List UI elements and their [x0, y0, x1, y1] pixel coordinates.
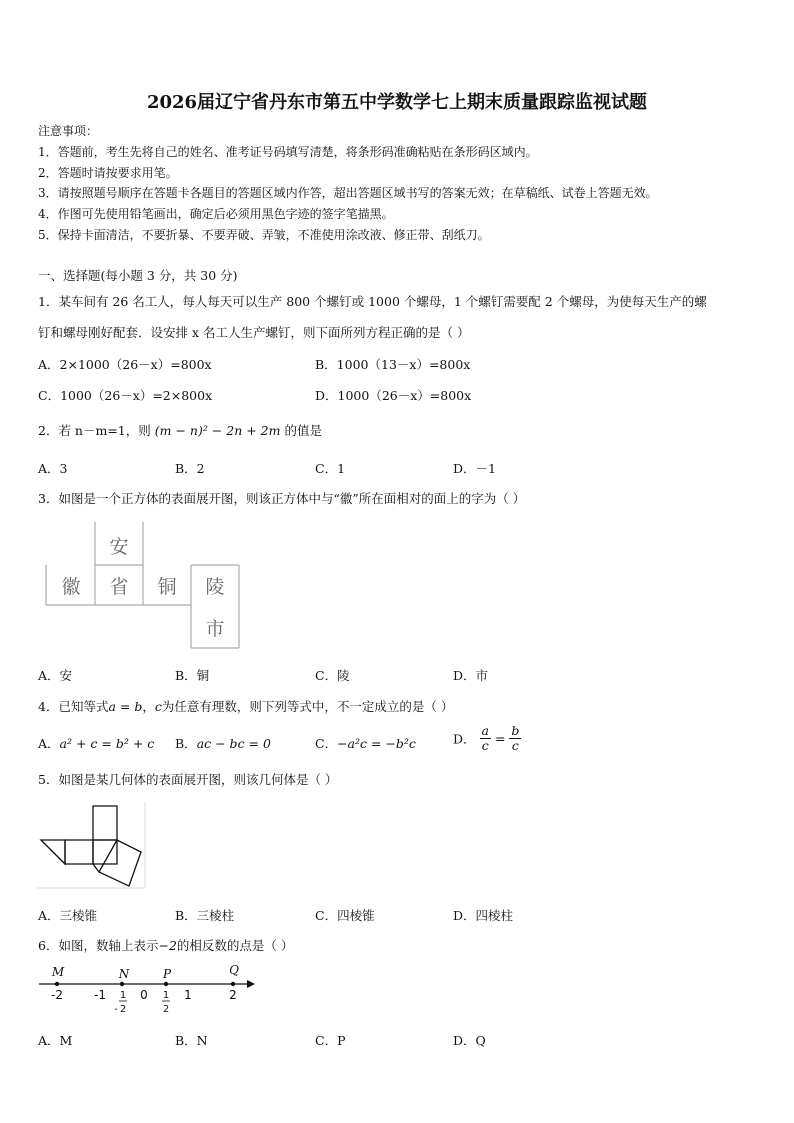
fraction-equals: = [494, 731, 506, 746]
q5-option-b: B．三棱柱 [175, 908, 235, 923]
question-4 [38, 697, 453, 715]
q5-option-a: A．三棱锥 [38, 908, 98, 923]
fraction-denominator: c [481, 738, 489, 753]
q4-post: 为任意有理数，则下列等式中，不一定成立的是（ ） [161, 699, 454, 714]
tick-label: -1 [94, 988, 106, 1002]
notice-item: 5．保持卡面清洁，不要折暴、不要弄破、弄皱，不准使用涂改液、修正带、刮纸刀。 [38, 228, 490, 242]
q4-equation: a = b [108, 699, 143, 714]
q4-fraction-b-over-c [509, 724, 521, 753]
notice-item: 3．请按照题号顺序在答题卡各题目的答题区域内作答，超出答题区域书写的答案无效；在草稿纸、试卷上答题无效。 [38, 186, 658, 200]
q1-option-d: D．1000（26－x）=800x [315, 388, 472, 403]
q1-option-a: A．2×1000（26－x）=800x [38, 357, 212, 372]
q6-option-d: D．Q [453, 1033, 486, 1048]
point-n-label: N [118, 967, 130, 981]
solid-net-figure [37, 800, 149, 892]
fraction-numerator: a [481, 723, 489, 738]
cube-net-figure [45, 520, 245, 650]
neg-sign: - [114, 1004, 118, 1015]
q2-option-d: D．－1 [453, 461, 496, 476]
number-line-figure [35, 960, 260, 1020]
notice-heading: 注意事项： [38, 124, 99, 138]
net-face-ling: 陵 [205, 575, 225, 598]
half-numerator: 1 [162, 990, 170, 1001]
q2-option-b: B．2 [175, 461, 205, 476]
q4-option-a-expr: a² + c = b² + c [59, 736, 155, 751]
net-face-an: 安 [109, 535, 129, 558]
q4-fraction-a-over-c [480, 724, 491, 753]
q4-pre: 4．已知等式 [38, 699, 109, 714]
question-1-line1: 1．某车间有 26 名工人，每人每天可以生产 800 个螺钉或 1000 个螺母，1 个螺钉需要配 2 个螺母，为使每天生产的螺 [38, 294, 707, 309]
q4-option-c [315, 734, 416, 752]
q4-option-b-expr: ac − bc = 0 [196, 736, 271, 751]
question-2 [38, 421, 322, 439]
point-m-label: M [51, 965, 65, 979]
q4-option-a [38, 734, 154, 752]
net-face-hui: 徽 [61, 575, 81, 598]
notice-item: 4．作图可先使用铅笔画出，确定后必须用黑色字迹的签字笔描黑。 [38, 207, 394, 221]
q5-option-d: D．四棱柱 [453, 908, 514, 923]
question-6 [38, 936, 293, 954]
question-1-line2: 钉和螺母刚好配套．设安排 x 名工人生产螺钉，则下面所列方程正确的是（ ） [38, 325, 470, 340]
q2-option-c: C．1 [315, 461, 346, 476]
question-5: 5．如图是某几何体的表面展开图，则该几何体是（ ） [38, 772, 338, 787]
q5-option-c: C．四棱锥 [315, 908, 375, 923]
q4-mid: ， [142, 699, 155, 714]
q6-option-a: A．M [38, 1033, 73, 1048]
q4-option-d-label: D． [453, 731, 476, 747]
tick-label: 2 [229, 988, 237, 1002]
page-title: 2026届辽宁省丹东市第五中学数学七上期末质量跟踪监视试题 [146, 92, 648, 113]
half-denominator: 2 [162, 1004, 170, 1015]
q2-pre: 2．若 n－m=1，则 [38, 423, 151, 438]
q1-option-b: B．1000（13－x）=800x [315, 357, 471, 372]
q6-pre: 6．如图，数轴上表示 [38, 938, 159, 953]
q6-value: −2 [158, 938, 177, 953]
tick-label: 0 [140, 988, 148, 1002]
q6-option-b: B．N [175, 1033, 208, 1048]
half-numerator: 1 [119, 990, 127, 1001]
question-3: 3．如图是一个正方体的表面展开图，则该正方体中与“徽”所在面相对的面上的字为（ ） [38, 491, 526, 506]
net-face-tong: 铜 [157, 575, 177, 598]
q4-option-d [453, 724, 521, 753]
q4-option-b-label: B． [175, 736, 197, 751]
q2-post: 的值是 [284, 423, 322, 438]
fraction-denominator: c [511, 738, 519, 753]
q4-option-a-label: A． [38, 736, 60, 751]
tick-label: 1 [184, 988, 192, 1002]
q2-option-a: A．3 [38, 461, 68, 476]
point-q-label: Q [229, 963, 239, 977]
notice-item: 2．答题时请按要求用笔。 [38, 166, 178, 180]
q3-option-b: B．铜 [175, 668, 210, 683]
fraction-numerator: b [511, 723, 520, 738]
tick-label: -2 [51, 988, 63, 1002]
q6-post: 的相反数的点是（ ） [176, 938, 294, 953]
q2-expression: (m − n)² − 2n + 2m [154, 423, 281, 438]
q4-option-c-expr: −a²c = −b²c [337, 736, 416, 751]
net-face-shi: 市 [205, 617, 225, 640]
q1-option-c: C．1000（26－x）=2×800x [38, 388, 213, 403]
q6-option-c: C．P [315, 1033, 346, 1048]
q4-option-b [175, 734, 271, 752]
q3-option-d: D．市 [453, 668, 489, 683]
q3-option-c: C．陵 [315, 668, 350, 683]
point-p-label: P [162, 967, 172, 981]
net-face-sheng: 省 [109, 575, 129, 598]
q4-var-c: c [154, 699, 162, 714]
q4-option-c-label: C． [315, 736, 338, 751]
notice-item: 1．答题前，考生先将自己的姓名、准考证号码填写清楚，将条形码准确粘贴在条形码区域内。 [38, 145, 538, 159]
q3-option-a: A．安 [38, 668, 73, 683]
section-heading: 一、选择题(每小题 3 分，共 30 分) [38, 268, 238, 283]
half-denominator: 2 [119, 1004, 127, 1015]
